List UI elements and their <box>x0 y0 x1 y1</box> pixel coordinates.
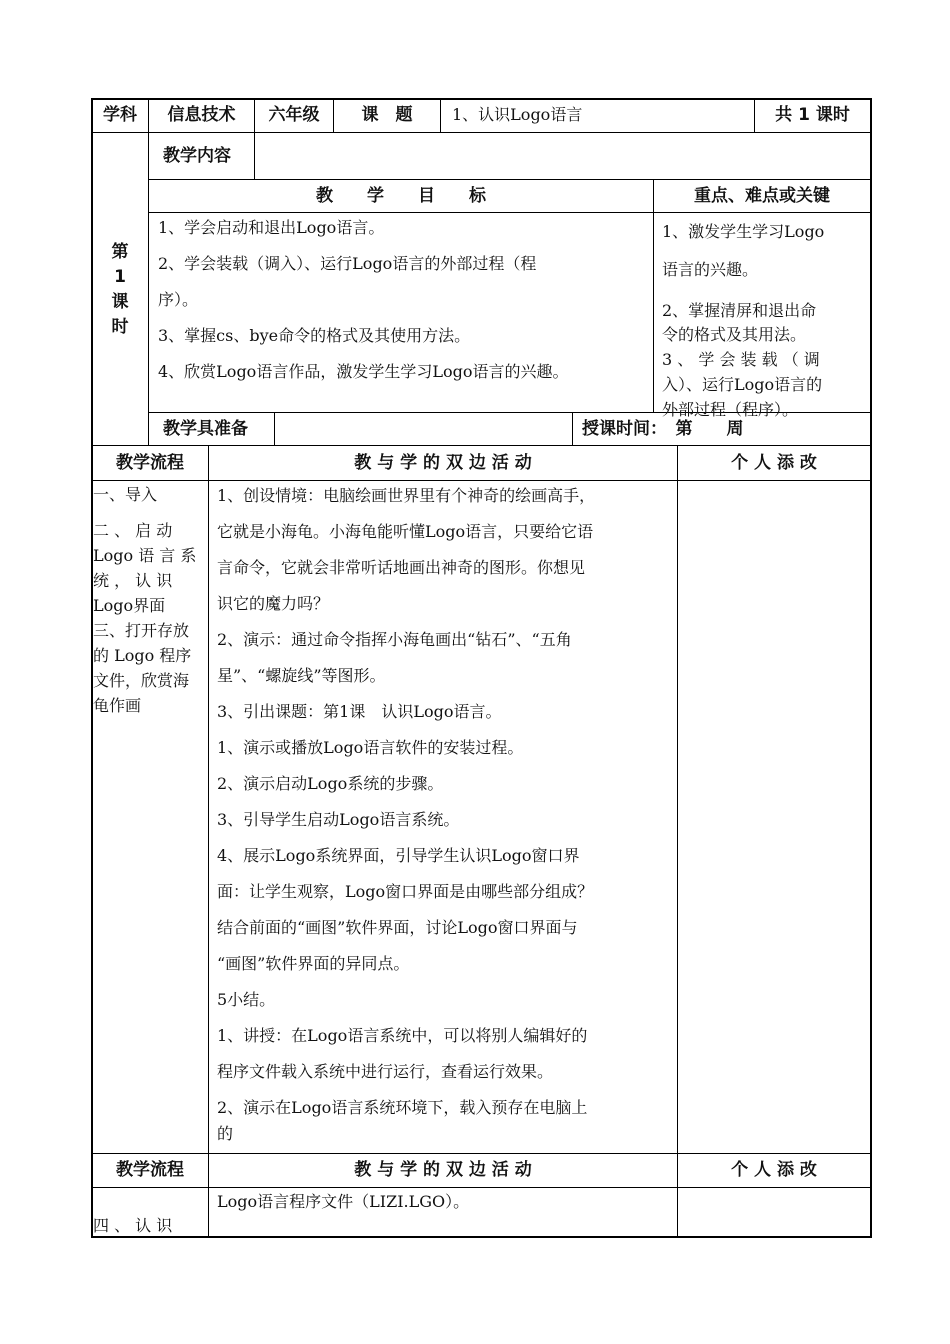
lesson-marker-char: 第 <box>111 242 129 262</box>
time-label: 授课时间： 第 周 <box>582 419 744 439</box>
flow-step: 龟作画 <box>93 696 142 715</box>
objective-item: 1、学会启动和退出Logo语言。 <box>158 218 385 237</box>
activities-list <box>217 478 675 1145</box>
activity-line: 星”、“螺旋线”等图形。 <box>217 666 386 685</box>
keypoint-line: 1、激发学生学习Logo <box>662 222 825 241</box>
objectives-header: 教 学 目 标 <box>316 186 486 206</box>
lesson-marker-char: 课 <box>111 292 129 312</box>
topic-value: 1、认识Logo语言 <box>452 105 583 124</box>
keypoint-line: 入）、运行Logo语言的 <box>662 375 823 394</box>
activity-header: 教 与 学 的 双 边 活 动 <box>354 453 532 473</box>
activity-line: 它就是小海龟。小海龟能听懂Logo语言，只要给它语 <box>217 522 594 541</box>
keypoint-line: 3 、 学 会 装 载 （ 调 <box>662 350 820 369</box>
lesson-marker <box>92 240 148 340</box>
activity-header-repeat: 教 与 学 的 双 边 活 动 <box>354 1160 532 1180</box>
prep-label: 教学具准备 <box>163 419 248 439</box>
flow-step: Logo界面 <box>93 596 166 615</box>
activity-line: 结合前面的“画图”软件界面，讨论Logo窗口界面与 <box>217 918 578 937</box>
flow-steps <box>93 482 206 718</box>
activity-line: 4、展示Logo系统界面，引导学生认识Logo窗口界 <box>217 846 580 865</box>
flow-step: 统 ， 认 识 <box>93 571 173 590</box>
activity-line: 1、讲授：在Logo语言系统中，可以将别人编辑好的 <box>217 1026 588 1045</box>
flow-step: 一、导入 <box>93 485 158 504</box>
notes-header: 个 人 添 改 <box>731 453 817 473</box>
activity-line: 3、引导学生启动Logo语言系统。 <box>217 810 460 829</box>
topic-label: 课 题 <box>361 105 413 125</box>
objective-item: 序）。 <box>158 290 199 309</box>
objective-item: 2、学会装载（调入）、运行Logo语言的外部过程（程 <box>158 254 537 273</box>
lesson-marker-char: 时 <box>111 317 129 337</box>
activity-line: 程序文件载入系统中进行运行，查看运行效果。 <box>217 1062 554 1081</box>
subject-label: 学科 <box>103 105 137 125</box>
keypoint-line: 外部过程（程序）。 <box>662 400 799 419</box>
flow-step: 三、打开存放 <box>93 621 190 640</box>
activity-line: 的 <box>217 1124 234 1143</box>
activity-line: 面：让学生观察，Logo窗口界面是由哪些部分组成？ <box>217 882 594 901</box>
activity-line: 2、演示：通过命令指挥小海龟画出“钻石”、“五角 <box>217 630 572 649</box>
activity-line: 5小结。 <box>217 990 276 1009</box>
keypoints-header: 重点、难点或关键 <box>694 186 830 206</box>
flow-header: 教学流程 <box>116 453 184 473</box>
keypoint-line: 语言的兴趣。 <box>662 260 759 279</box>
objective-item: 3、掌握cs、bye命令的格式及其使用方法。 <box>158 326 471 345</box>
subject-value: 信息技术 <box>167 105 236 125</box>
activity-line: 言命令，它就会非常听话地画出神奇的图形。你想见 <box>217 558 586 577</box>
objective-item: 4、欣赏Logo语言作品，激发学生学习Logo语言的兴趣。 <box>158 362 569 381</box>
flow-step: Logo 语 言 系 <box>93 546 197 565</box>
flow-step-text: 二 、 启 动 <box>93 521 173 540</box>
keypoint-line: 2、掌握清屏和退出命 <box>662 301 817 320</box>
activity-line: 1、演示或播放Logo语言软件的安装过程。 <box>217 738 524 757</box>
flow-step: 文件，欣赏海 <box>93 671 190 690</box>
notes-header-repeat: 个 人 添 改 <box>731 1160 817 1180</box>
flow-step-continued: 四 、 认 识 <box>93 1216 173 1235</box>
activity-line: 识它的魔力吗？ <box>217 594 330 613</box>
lesson-marker-char: 1 <box>114 267 126 287</box>
flow-step <box>93 518 206 543</box>
keypoints-list <box>662 213 862 422</box>
activity-line: 2、演示在Logo语言系统环境下，载入预存在电脑上 <box>217 1098 588 1117</box>
objectives-list <box>158 210 648 390</box>
activity-line: 3、引出课题：第1课 认识Logo语言。 <box>217 702 502 721</box>
total-hours: 共 1 课时 <box>775 105 850 125</box>
activity-line: 1、创设情境：电脑绘画世界里有个神奇的绘画高手， <box>217 486 596 505</box>
flow-header-repeat: 教学流程 <box>116 1160 184 1180</box>
grade-value: 六年级 <box>268 105 320 125</box>
keypoint-line: 令的格式及其用法。 <box>662 325 807 344</box>
activity-line: “画图”软件界面的异同点。 <box>217 954 410 973</box>
flow-step: 的 Logo 程序 <box>93 646 192 665</box>
activity-line: 2、演示启动Logo系统的步骤。 <box>217 774 444 793</box>
activity-line-continued: Logo语言程序文件（LIZI.LGO）。 <box>217 1192 470 1211</box>
content-label: 教学内容 <box>163 146 231 166</box>
